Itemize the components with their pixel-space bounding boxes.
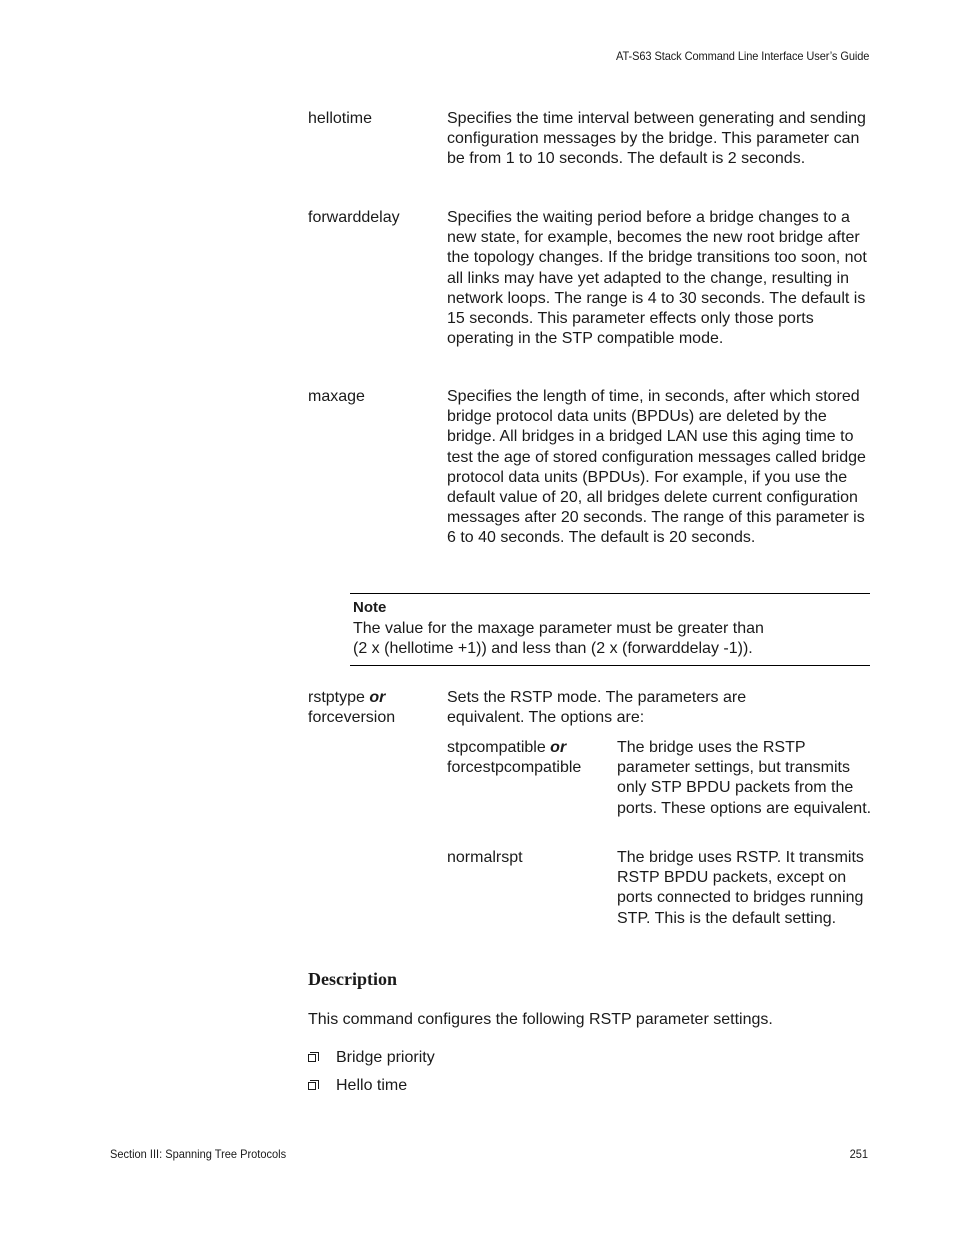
section-heading-description: Description — [308, 969, 397, 989]
param-term-forwarddelay: forwarddelay — [308, 209, 400, 226]
param-def-hellotime: Specifies the time interval between generating and sending configuration messages by the bridge. This parameter can be from 1 to 10 seconds. The default is 2 seconds. — [447, 110, 866, 168]
option-def-stpcompatible: The bridge uses the RSTP parameter settings, but transmits only STP BPDU packets from the ports. These options are equivalent. — [617, 739, 872, 817]
note-body — [353, 619, 868, 658]
option-term-b: forcestpcompatible — [447, 759, 582, 777]
page-number: 251 — [849, 1147, 868, 1161]
option-term-a: stpcompatible — [447, 739, 551, 756]
param-term-maxage: maxage — [308, 388, 365, 405]
param-def-rstptype: Sets the RSTP mode. The parameters are equivalent. The options are: — [447, 689, 747, 727]
param-def-maxage: Specifies the length of time, in seconds, after which stored bridge protocol data units (BPDUs) are deleted by the bridge. All bridges in a bridged LAN use this aging time to test the age of stored configuration messages called bridge protocol data units (BPDUs). For example, if you use the default value of 20, all bridges delete current configuration messages after 20 seconds. The range of this parameter is 6 to 40 seconds. The default is 20 seconds. — [447, 388, 866, 547]
option-def-normalrspt: The bridge uses RSTP. It transmits RSTP BPDU packets, except on ports connected to bridges running STP. This is the default setting. — [617, 849, 864, 927]
checkbox-bullet-icon — [308, 1054, 316, 1062]
running-header: AT-S63 Stack Command Line Interface User’s Guide — [615, 49, 869, 63]
checkbox-bullet-icon — [308, 1082, 316, 1090]
list-item — [308, 1076, 708, 1096]
param-term-rstptype — [308, 688, 443, 728]
list-item-label: Bridge priority — [336, 1049, 435, 1066]
rstptype-or: or — [369, 689, 386, 706]
option-term-normalrspt: normalrspt — [447, 849, 523, 866]
list-item-label: Hello time — [336, 1077, 408, 1094]
description-intro: This command configures the following RSTP parameter settings. — [308, 1011, 773, 1028]
rstptype-term-b: forceversion — [308, 709, 396, 727]
note-title: Note — [353, 599, 387, 616]
note-line-1: The value for the maxage parameter must be greater than — [353, 620, 764, 637]
option-term-stpcompatible — [447, 738, 612, 778]
option-or: or — [550, 739, 567, 756]
note-box — [350, 593, 870, 666]
param-def-forwarddelay: Specifies the waiting period before a bridge changes to a new state, for example, becomes the new root bridge after the topology changes. If the bridge transitions too soon, not all links may have yet adapted to the change, resulting in network loops. The range is 4 to 30 seconds. The default is 15 seconds. This parameter effects only those ports operating in the STP compatible mode. — [447, 209, 867, 348]
param-term-hellotime: hellotime — [308, 110, 373, 127]
rstptype-term-a: rstptype — [308, 689, 370, 706]
note-line-2: (2 x (hellotime +1)) and less than (2 x (forwarddelay -1)). — [353, 639, 753, 657]
footer-section: Section III: Spanning Tree Protocols — [110, 1147, 287, 1161]
list-item — [308, 1048, 708, 1068]
